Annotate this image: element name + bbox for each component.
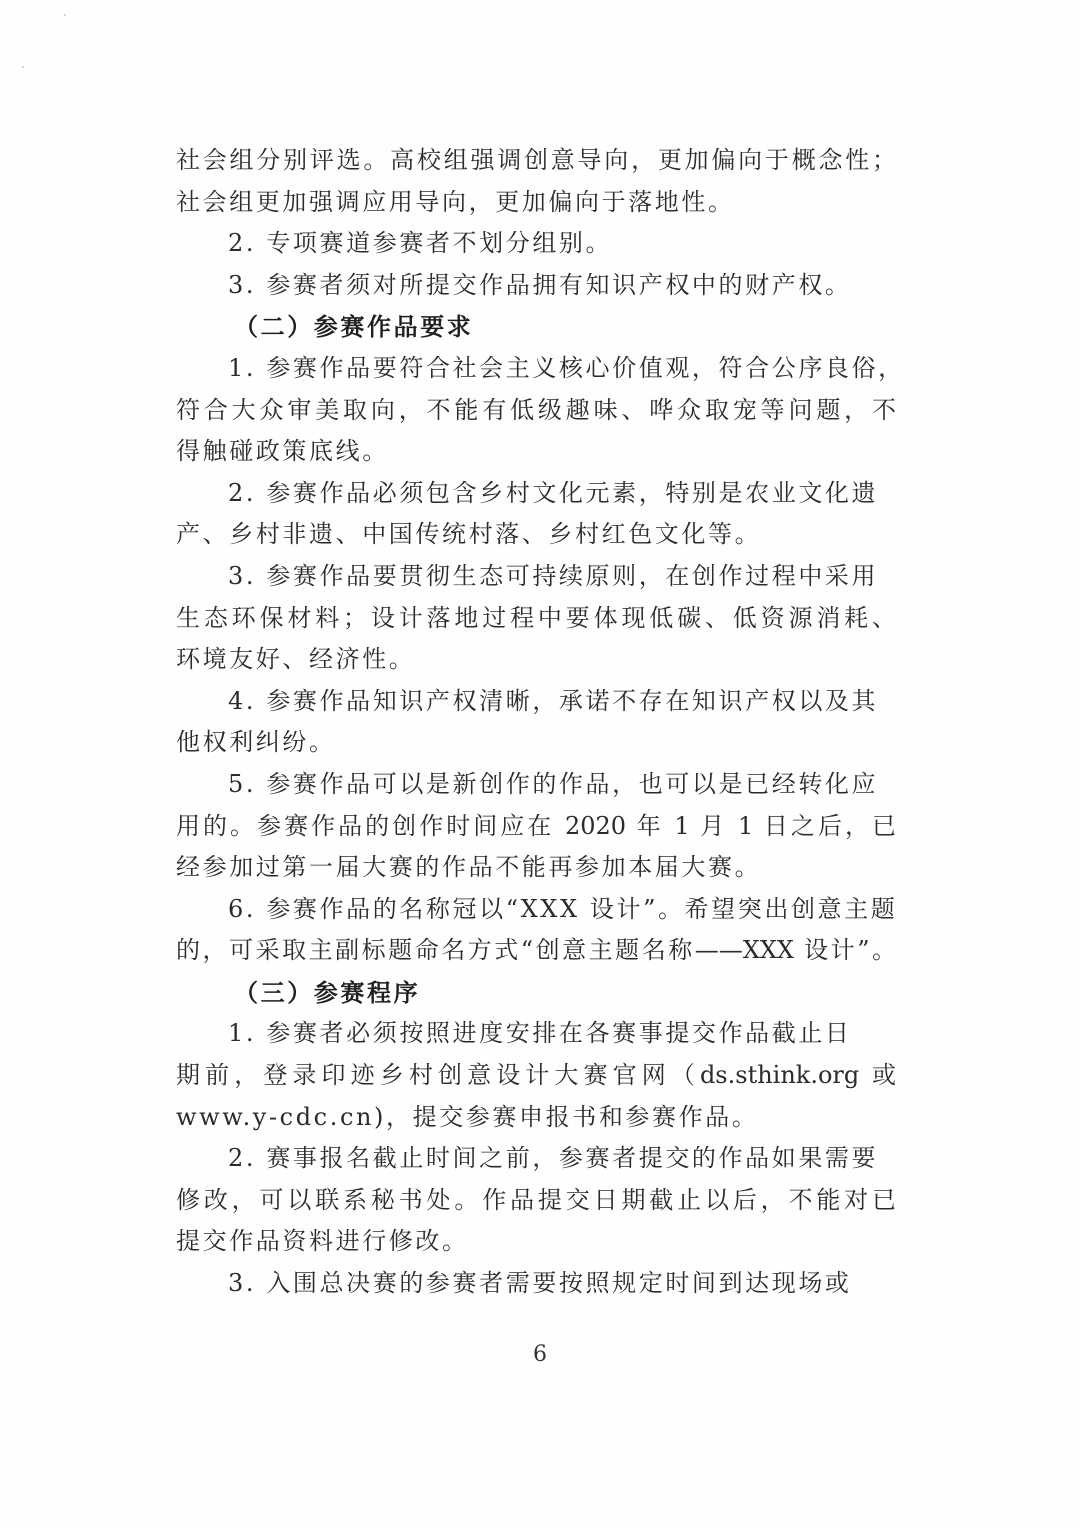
text-line: 社会组更加强调应用导向，更加偏向于落地性。	[176, 187, 735, 216]
text-line: 5. 参赛作品可以是新创作的作品，也可以是已经转化应	[228, 769, 879, 798]
text-line: 的，可采取主副标题命名方式“创意主题名称——XXX 设计”。	[176, 936, 896, 965]
text-line: 期前，登录印迹乡村创意设计大赛官网（ds.sthink.org 或	[176, 1061, 896, 1090]
text-line: 经参加过第一届大赛的作品不能再参加本届大赛。	[176, 853, 762, 882]
section-heading: （二）参赛作品要求	[234, 312, 474, 342]
section-heading: （三）参赛程序	[234, 977, 421, 1007]
text-line: 4. 参赛作品知识产权清晰，承诺不存在知识产权以及其	[228, 686, 879, 715]
text-line: 社会组分别评选。高校组强调创意导向，更加偏向于概念性；	[176, 146, 896, 174]
text-line: 1. 参赛者必须按照进度安排在各赛事提交作品截止日	[228, 1019, 852, 1048]
text-line: 修改，可以联系秘书处。作品提交日期截止以后，不能对已	[176, 1185, 896, 1214]
text-line: 2. 参赛作品必须包含乡村文化元素，特别是农业文化遗	[228, 478, 879, 507]
text-line: 符合大众审美取向，不能有低级趣味、哗众取宠等问题，不	[176, 395, 896, 424]
scan-speck	[64, 14, 66, 16]
text-line: www.y-cdc.cn)，提交参赛申报书和参赛作品。	[176, 1102, 759, 1131]
text-line: 6. 参赛作品的名称冠以“XXX 设计”。希望突出创意主题	[228, 894, 898, 923]
text-line: 他权利纠纷。	[176, 728, 336, 757]
text-line: 生态环保材料；设计落地过程中要体现低碳、低资源消耗、	[176, 603, 896, 632]
text-line: 2. 专项赛道参赛者不划分组别。	[228, 229, 613, 258]
page-number: 6	[533, 1342, 547, 1367]
text-line: 3. 入围总决赛的参赛者需要按照规定时间到达现场或	[228, 1269, 852, 1298]
text-line: 1. 参赛作品要符合社会主义核心价值观，符合公序良俗，	[228, 353, 905, 382]
text-line: 得触碰政策底线。	[176, 437, 389, 466]
text-line: 产、乡村非遗、中国传统村落、乡村红色文化等。	[176, 520, 762, 549]
text-line: 3. 参赛作品要贯彻生态可持续原则，在创作过程中采用	[228, 561, 879, 590]
text-line: 环境友好、经济性。	[176, 645, 416, 674]
text-line: 3. 参赛者须对所提交作品拥有知识产权中的财产权。	[228, 270, 852, 299]
scan-speck	[22, 66, 24, 68]
document-body	[176, 140, 905, 1305]
text-line: 用的。参赛作品的创作时间应在 2020 年 1 月 1 日之后，已	[176, 811, 896, 840]
text-line: 2. 赛事报名截止时间之前，参赛者提交的作品如果需要	[228, 1144, 879, 1173]
text-line: 提交作品资料进行修改。	[176, 1227, 469, 1256]
